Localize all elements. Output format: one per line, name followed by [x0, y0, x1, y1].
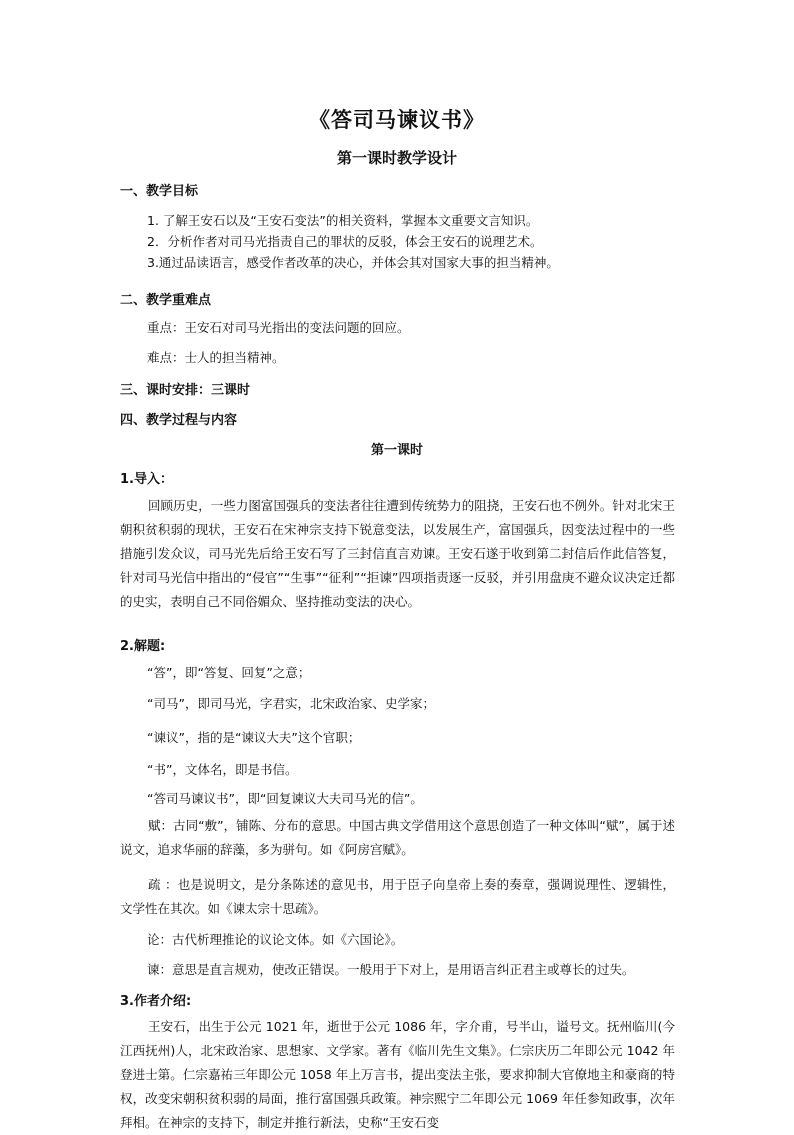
explain-full: “答司马谏议书”，即“回复谏议大夫司马光的信”。: [147, 791, 423, 806]
document-title: 《答司马谏议书》: [309, 108, 485, 132]
explain-heading: 2.解题:: [120, 639, 166, 654]
author-paragraph: 王安石，出生于公元 1021 年，逝世于公元 1086 年，字介甫，号半山，谥号文。抚州临川(今江西抚州)人，北宋政治家、思想家、文学家。著有《临川先生文集》。仁宗庆历二年即公元 1042 年登进士第。仁宗嘉祐三年即公元 1058 年上万言书，提出变法主张，要求抑制大官僚地主和豪商的特权，改变宋朝积贫积弱的局面，推行富国强兵政策。神宗熙宁二年即公元 1069 年任参知政事，次年拜相。在神宗的支持下，制定并推行新法，史称“王安石变: [120, 1019, 675, 1130]
intro-heading: 1.导入：: [120, 472, 173, 487]
intro-paragraph: 回顾历史，一些力图富国强兵的变法者往往遭到传统势力的阻挠，王安石也不例外。针对北宋王朝积贫积弱的现状，王安石在宋神宗支持下锐意变法，以发展生产，富国强兵，因变法过程中的一些措施引发众议，司马光先后给王安石写了三封信直言劝谏。王安石遂于收到第二封信后作此信答复，针对司马光信中指出的“侵官”“生事”“征利”“拒谏”四项指责逐一反驳，并引用盘庚不避众议决定迁都的史实，表明自己不同俗媚众、坚持推动变法的决心。: [120, 498, 675, 609]
section-heading-objectives: 一、教学目标: [120, 184, 199, 199]
section-heading-key-points: 二、教学重难点: [120, 293, 212, 308]
objective-item-1: 1. 了解王安石以及“王安石变法”的相关资料，掌握本文重要文言知识。: [147, 213, 539, 228]
explain-sima: “司马”，即司马光，字君实，北宋政治家、史学家；: [147, 696, 435, 711]
author-heading: 3.作者介绍:: [120, 994, 192, 1009]
explain-jianyi: “谏议”，指的是“谏议大夫”这个官职；: [147, 730, 361, 745]
objective-item-3: 3.通过品读语言，感受作者改革的决心，并体会其对国家大事的担当精神。: [147, 255, 559, 270]
explain-fu: 赋：古同“敷”，铺陈、分布的意思。中国古典文学借用这个意思创造了一种文体叫“赋”，属于述说文，追求华丽的辞藻，多为骈句。如《阿房宫赋》。: [120, 818, 675, 857]
explain-shu: “书”，文体名，即是书信。: [147, 762, 298, 777]
document-subtitle: 第一课时教学设计: [336, 149, 457, 167]
explain-shuwen: 疏 ：也是说明文，是分条陈述的意见书，用于臣子向皇帝上奏的奏章，强调说理性、逻辑性，文学性在其次。如《谏太宗十思疏》。: [120, 877, 675, 916]
section-heading-process: 四、教学过程与内容: [120, 413, 238, 428]
explain-lun: 论：古代析理推论的议论文体。如《六国论》。: [147, 932, 404, 947]
explain-da: “答”，即“答复、回复”之意；: [147, 665, 311, 680]
section-heading-schedule: 三、课时安排：三课时: [120, 383, 251, 398]
explain-jian: 谏：意思是直言规劝，使改正错误。一般用于下对上，是用语言纠正君主或尊长的过失。: [147, 962, 635, 977]
difficult-point: 难点：士人的担当精神。: [147, 350, 285, 365]
key-point: 重点：王安石对司马光指出的变法问题的回应。: [147, 320, 410, 335]
lesson-heading: 第一课时: [370, 443, 423, 458]
objective-item-2: 2．分析作者对司马光指责自己的罪状的反驳，体会王安石的说理艺术。: [147, 234, 543, 249]
